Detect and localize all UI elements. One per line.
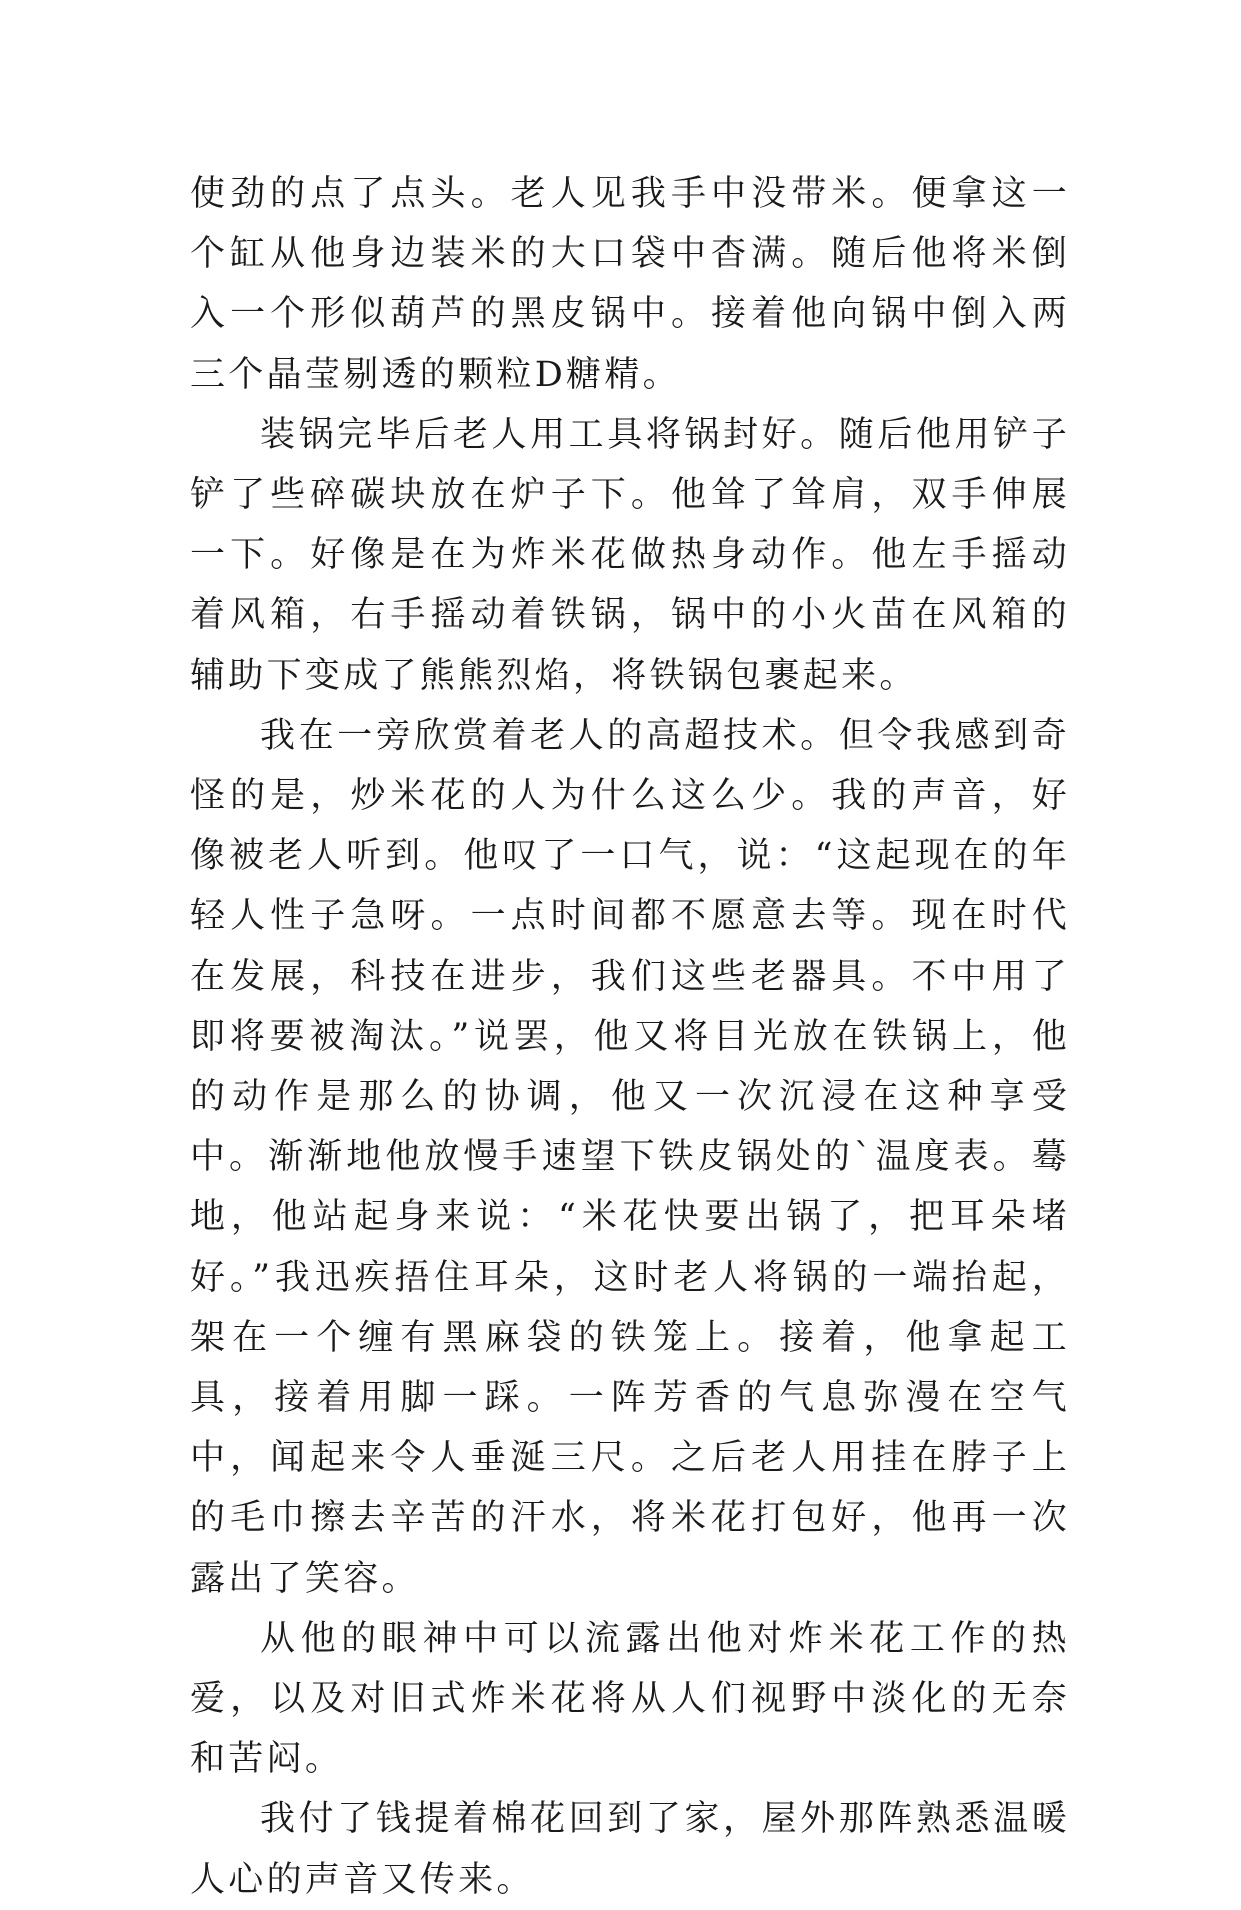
paragraph-5: 我付了钱提着棉花回到了家，屋外那阵熟悉温暖人心的声音又传来。 bbox=[190, 1799, 1070, 1900]
body-text bbox=[190, 164, 1070, 1910]
paragraph-2: 装锅完毕后老人用工具将锅封好。随后他用铲子铲了些碎碳块放在炉子下。他耸了耸肩，双手伸展一下。好像是在为炸米花做热身动作。他左手摇动着风箱，右手摇动着铁锅，锅中的小火苗在风箱的辅助下变成了熊熊烈焰，将铁锅包裹起来。 bbox=[190, 414, 1070, 696]
paragraph-4: 从他的眼神中可以流露出他对炸米花工作的热爱，以及对旧式炸米花将从人们视野中淡化的无奈和苦闷。 bbox=[190, 1618, 1070, 1780]
paragraph-3: 我在一旁欣赏着老人的高超技术。但令我感到奇怪的是，炒米花的人为什么这么少。我的声音，好像被老人听到。他叹了一口气，说：“这起现在的年轻人性子急呀。一点时间都不愿意去等。现在时代在发展，科技在进步，我们这些老器具。不中用了即将要被淘汰。”说罢，他又将目光放在铁锅上，他的动作是那么的协调，他又一次沉浸在这种享受中。渐渐地他放慢手速望下铁皮锅处的`温度表。蓦地，他站起身来说：“米花快要出锅了，把耳朵堵好。”我迅疾捂住耳朵，这时老人将锅的一端抬起，架在一个缠有黑麻袋的铁笼上。接着，他拿起工具，接着用脚一踩。一阵芳香的气息弥漫在空气中，闻起来令人垂涎三尺。之后老人用挂在脖子上的毛巾擦去辛苦的汗水，将米花打包好，他再一次露出了笑容。 bbox=[190, 715, 1070, 1599]
paragraph-1: 使劲的点了点头。老人见我手中没带米。便拿这一个缸从他身边装米的大口袋中杳满。随后他将米倒入一个形似葫芦的黑皮锅中。接着他向锅中倒入两三个晶莹剔透的颗粒D糖精。 bbox=[190, 174, 1070, 395]
